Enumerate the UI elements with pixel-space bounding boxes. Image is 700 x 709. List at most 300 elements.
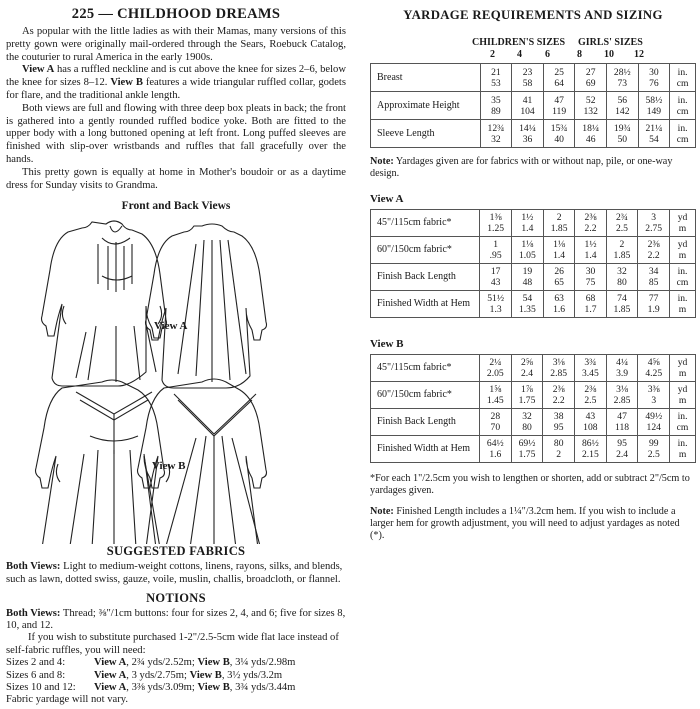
cell-bottom-value: 2.05 bbox=[486, 367, 504, 379]
lace-view-b: View B bbox=[197, 681, 230, 693]
cell-bottom-value: 2.2 bbox=[552, 394, 565, 406]
row-label: 45"/115cm fabric* bbox=[371, 354, 480, 381]
cell-top-value: 1⅞ bbox=[521, 383, 533, 395]
cell-top-value: 74 bbox=[617, 292, 627, 304]
cell-bottom-value: 46 bbox=[585, 133, 596, 145]
cell-top-value: 15¾ bbox=[550, 122, 568, 134]
yardage-title: YARDAGE REQUIREMENTS AND SIZING bbox=[403, 8, 663, 22]
table-cell bbox=[638, 209, 670, 236]
notions-text: Thread; ⅜"/1cm buttons: four for sizes 2, 4, and 6; five for sizes 8, 10, and 12. bbox=[6, 607, 346, 631]
note-text: Finished Length includes a 1¼"/3.2cm hem. If you wish to include a larger hem for growth adjustment, you will need to adjust yardages as noted (*). bbox=[370, 505, 680, 542]
cell-bottom-value: 69 bbox=[585, 77, 596, 89]
cell-bottom-value: 1.75 bbox=[518, 448, 536, 460]
cell-top-value: 1½ bbox=[584, 238, 597, 250]
lace-paragraph: If you wish to substitute purchased 1-2"/2.5-5cm wide flat lace instead of self-fabric ruffles, you will need: bbox=[6, 632, 339, 656]
lace-view-a: View A bbox=[94, 657, 127, 669]
cell-top-value: 68 bbox=[585, 292, 596, 304]
table-cell bbox=[575, 381, 607, 408]
table-cell bbox=[607, 120, 639, 148]
cell-top-value: 27 bbox=[585, 66, 596, 78]
gown-illustrations bbox=[6, 214, 346, 544]
note-text: Yardages given are for fabrics with or without nap, pile, or one-way design. bbox=[370, 156, 673, 180]
table-cell bbox=[606, 263, 638, 290]
unit-top: yd bbox=[677, 356, 688, 368]
cell-top-value: 18¼ bbox=[582, 122, 600, 134]
unit-cell bbox=[670, 435, 696, 462]
fig-label-view-a: View A bbox=[154, 320, 188, 333]
cell-top-value: 35 bbox=[491, 94, 501, 106]
table-cell bbox=[638, 408, 670, 435]
cell-top-value: 99 bbox=[648, 437, 659, 449]
lace-row bbox=[6, 682, 346, 694]
cell-top-value: 17 bbox=[490, 265, 501, 277]
cell-top-value: 32 bbox=[617, 265, 627, 277]
cell-top-value: 51½ bbox=[487, 292, 505, 304]
row-label: Approximate Height bbox=[371, 92, 481, 120]
unit-bottom: m bbox=[678, 303, 687, 315]
table-cell bbox=[512, 92, 544, 120]
table-row bbox=[371, 209, 696, 236]
cell-bottom-value: 2.5 bbox=[647, 448, 660, 460]
cell-top-value: 54 bbox=[522, 292, 533, 304]
cell-top-value: 64½ bbox=[486, 437, 504, 449]
table-cell bbox=[480, 64, 512, 92]
girls-sizes-label: GIRLS' SIZES bbox=[578, 37, 643, 48]
cell-top-value: 1⅛ bbox=[521, 238, 534, 250]
left-column bbox=[6, 4, 346, 707]
cell-top-value: 2¼ bbox=[489, 356, 502, 368]
cell-top-value: 47 bbox=[617, 410, 627, 422]
unit-cell bbox=[670, 236, 696, 263]
table-cell bbox=[638, 290, 670, 317]
cell-bottom-value: 53 bbox=[491, 77, 501, 89]
table-row bbox=[371, 408, 696, 435]
fig-label-view-b: View B bbox=[152, 460, 186, 473]
row-label: 45"/115cm fabric* bbox=[371, 209, 480, 236]
size-number: 8 bbox=[577, 49, 582, 60]
unit-cell bbox=[670, 354, 696, 381]
cell-top-value: 3¾ bbox=[584, 356, 597, 368]
lace-sizes: Sizes 2 and 4: bbox=[6, 657, 66, 669]
cell-top-value: 26 bbox=[554, 265, 564, 277]
cell-top-value: 4¼ bbox=[616, 356, 629, 368]
cell-top-value: 63 bbox=[554, 292, 564, 304]
unit-cell bbox=[670, 263, 696, 290]
cell-bottom-value: 1.4 bbox=[553, 249, 566, 261]
cell-bottom-value: 1.6 bbox=[553, 303, 566, 315]
unit-bottom: m bbox=[678, 394, 687, 406]
cell-bottom-value: 2.85 bbox=[550, 367, 568, 379]
cell-top-value: 77 bbox=[648, 292, 659, 304]
table-row bbox=[371, 263, 696, 290]
row-label: Finished Width at Hem bbox=[371, 290, 480, 317]
cell-bottom-value: 3.9 bbox=[616, 367, 629, 379]
cell-top-value: 30 bbox=[649, 66, 659, 78]
cell-bottom-value: 95 bbox=[553, 421, 564, 433]
table-cell bbox=[543, 381, 575, 408]
cell-bottom-value: 89 bbox=[491, 105, 501, 117]
cell-bottom-value: 108 bbox=[583, 421, 598, 433]
cell-bottom-value: 70 bbox=[490, 421, 501, 433]
cell-bottom-value: 1.3 bbox=[489, 303, 502, 315]
table-cell bbox=[512, 263, 544, 290]
view-b-lead: View B bbox=[110, 77, 143, 89]
table-cell bbox=[575, 435, 607, 462]
table-row bbox=[371, 354, 696, 381]
cell-bottom-value: 149 bbox=[646, 105, 662, 117]
table-row bbox=[371, 92, 696, 120]
table-cell bbox=[575, 263, 606, 290]
table-cell bbox=[511, 381, 543, 408]
table-cell bbox=[607, 64, 639, 92]
view-a-lead: View A bbox=[22, 64, 55, 76]
cell-top-value: 49½ bbox=[645, 410, 663, 422]
table-row bbox=[371, 290, 696, 317]
asterisk-note: *For each 1"/2.5cm you wish to lengthen or shorten, add or subtract 2"/5cm to yardages given. bbox=[370, 472, 690, 497]
cell-bottom-value: 2.15 bbox=[581, 448, 599, 460]
unit-top: in. bbox=[677, 122, 688, 134]
cell-top-value: 21 bbox=[491, 66, 501, 78]
table-cell bbox=[638, 64, 670, 92]
table-cell bbox=[638, 354, 670, 381]
unit-top: in. bbox=[677, 437, 688, 449]
cell-top-value: 23 bbox=[522, 66, 533, 78]
table-cell bbox=[479, 354, 511, 381]
cell-top-value: 80 bbox=[553, 437, 564, 449]
cell-bottom-value: 1.45 bbox=[486, 394, 504, 406]
cell-bottom-value: 1.4 bbox=[521, 222, 534, 234]
closing-paragraph: This pretty gown is equally at home in Mother's boudoir or as a daytime dress for Sunday visits to Grandma. bbox=[6, 166, 346, 191]
lace-view-a: View A bbox=[94, 681, 127, 693]
unit-cell bbox=[670, 408, 696, 435]
cell-top-value: 1 bbox=[493, 238, 499, 250]
unit-cell bbox=[670, 120, 696, 148]
table-cell bbox=[512, 290, 544, 317]
lace-view-b: View B bbox=[189, 669, 222, 681]
table-cell bbox=[638, 120, 670, 148]
table-cell bbox=[543, 92, 575, 120]
fabrics-paragraph bbox=[6, 561, 346, 586]
table-cell bbox=[543, 290, 575, 317]
cell-bottom-value: 119 bbox=[552, 105, 567, 117]
cell-bottom-value: 1.9 bbox=[647, 303, 660, 315]
unit-cell bbox=[670, 209, 696, 236]
table-cell bbox=[606, 435, 638, 462]
table-cell bbox=[638, 381, 670, 408]
note-lead: Note: bbox=[370, 156, 394, 167]
cell-bottom-value: .95 bbox=[489, 249, 502, 261]
cell-top-value: 2⅜ bbox=[552, 383, 565, 395]
table-cell bbox=[638, 435, 670, 462]
cell-top-value: 3⅛ bbox=[552, 356, 565, 368]
cell-bottom-value: 2.5 bbox=[615, 222, 628, 234]
suggested-fabrics-title: SUGGESTED FABRICS bbox=[106, 544, 246, 559]
lace-sizes: Sizes 6 and 8: bbox=[6, 669, 66, 681]
cell-bottom-value: 2.4 bbox=[616, 448, 629, 460]
table-cell bbox=[511, 435, 543, 462]
view-a-front-drawing bbox=[42, 221, 167, 386]
cell-bottom-value: 3.45 bbox=[581, 367, 599, 379]
table-cell bbox=[479, 435, 511, 462]
table-cell bbox=[543, 263, 575, 290]
cell-bottom-value: 1.85 bbox=[613, 303, 631, 315]
table-cell bbox=[480, 120, 512, 148]
views-paragraph bbox=[6, 64, 346, 102]
table-cell bbox=[543, 64, 575, 92]
cell-top-value: 32 bbox=[522, 410, 532, 422]
cell-bottom-value: 104 bbox=[520, 105, 535, 117]
cell-bottom-value: 2.85 bbox=[613, 394, 631, 406]
cell-bottom-value: 65 bbox=[554, 276, 564, 288]
cell-bottom-value: 40 bbox=[554, 133, 564, 145]
table-cell bbox=[480, 263, 512, 290]
cell-bottom-value: 36 bbox=[522, 133, 533, 145]
unit-top: in. bbox=[677, 66, 688, 78]
table-cell bbox=[543, 408, 575, 435]
cell-bottom-value: 75 bbox=[585, 276, 596, 288]
table-cell bbox=[575, 64, 607, 92]
table-cell bbox=[479, 381, 511, 408]
view-a-table bbox=[370, 209, 696, 318]
notions-title: NOTIONS bbox=[146, 590, 206, 605]
intro-paragraph: As popular with the little ladies as with their Mamas, many versions of this pretty gown were originally mail-ordered through the Sears, Roebuck Catalog, the couturier to rural America in the early 1900s. bbox=[6, 26, 346, 63]
table-cell bbox=[512, 64, 544, 92]
unit-cell bbox=[670, 290, 696, 317]
unit-cell bbox=[670, 64, 696, 92]
cell-top-value: 19 bbox=[522, 265, 533, 277]
cell-top-value: 2⅜ bbox=[647, 238, 660, 250]
cell-bottom-value: 73 bbox=[617, 77, 628, 89]
cell-bottom-value: 4.25 bbox=[645, 367, 663, 379]
cell-top-value: 2⅜ bbox=[584, 211, 597, 223]
table-cell bbox=[638, 236, 670, 263]
unit-cell bbox=[670, 92, 696, 120]
cell-top-value: 52 bbox=[585, 94, 596, 106]
table-row bbox=[371, 120, 696, 148]
table-cell bbox=[543, 354, 575, 381]
cell-top-value: 69½ bbox=[518, 437, 536, 449]
pattern-title: 225 — CHILDHOOD DREAMS bbox=[71, 6, 281, 22]
cell-top-value: 43 bbox=[585, 410, 596, 422]
cell-top-value: 19¾ bbox=[613, 122, 631, 134]
lace-view-b-amount: , 3½ yds/3.2m bbox=[221, 669, 283, 681]
row-label: 60"/150cm fabric* bbox=[371, 236, 480, 263]
cell-bottom-value: 58 bbox=[522, 77, 533, 89]
table-cell bbox=[575, 236, 606, 263]
cell-bottom-value: 2.2 bbox=[647, 249, 660, 261]
cell-top-value: 1⅝ bbox=[489, 383, 502, 395]
unit-top: in. bbox=[677, 410, 688, 422]
table-cell bbox=[479, 408, 511, 435]
cell-top-value: 28 bbox=[490, 410, 501, 422]
cell-bottom-value: 2.5 bbox=[584, 394, 597, 406]
front-back-views-figure bbox=[6, 192, 346, 540]
lace-view-b: View B bbox=[197, 657, 230, 669]
cell-top-value: 1⅛ bbox=[553, 238, 566, 250]
cell-top-value: 56 bbox=[617, 94, 628, 106]
cell-bottom-value: 80 bbox=[522, 421, 532, 433]
size-number: 2 bbox=[490, 49, 495, 60]
table-cell bbox=[512, 236, 544, 263]
table-cell bbox=[575, 408, 607, 435]
both-views-paragraph: Both views are full and flowing with three deep box pleats in back; the front is gathered into a gently rounded ruffled bodice yoke. Both are fitted to the upper body with a long buttoned opening at left front. Long puffed sleeves are finished with slip-over wristbands and ruffles that fall gracefully over the hands. bbox=[6, 102, 346, 165]
table-cell bbox=[575, 209, 606, 236]
table-cell bbox=[606, 354, 638, 381]
table-cell bbox=[543, 236, 575, 263]
table-row bbox=[371, 435, 696, 462]
cell-bottom-value: 1.4 bbox=[584, 249, 597, 261]
size-number: 4 bbox=[517, 49, 522, 60]
cell-top-value: 21¼ bbox=[645, 122, 663, 134]
size-number: 12 bbox=[634, 49, 644, 60]
cell-bottom-value: 124 bbox=[646, 421, 661, 433]
cell-bottom-value: 2.75 bbox=[645, 222, 663, 234]
table-cell bbox=[480, 236, 512, 263]
lace-view-a-amount: , 3 yds/2.75m; bbox=[126, 669, 190, 681]
cell-bottom-value: 76 bbox=[649, 77, 659, 89]
unit-bottom: m bbox=[678, 222, 687, 234]
cell-bottom-value: 132 bbox=[583, 105, 598, 117]
unit-bottom: cm bbox=[676, 133, 689, 145]
table-row bbox=[371, 64, 696, 92]
row-label: Finish Back Length bbox=[371, 408, 480, 435]
lace-sizes: Sizes 10 and 12: bbox=[6, 681, 76, 693]
table-cell bbox=[543, 209, 575, 236]
notions-paragraph bbox=[6, 608, 346, 633]
lace-view-a: View A bbox=[94, 669, 127, 681]
fabrics-text: Light to medium-weight cottons, linens, rayons, silks, and blends, such as lawn, dotted swiss, gauze, voile, muslin, challis, broadcloth, or flannel. bbox=[6, 561, 343, 585]
table-cell bbox=[511, 408, 543, 435]
lace-view-b-amount: , 3¼ yds/2.98m bbox=[229, 657, 296, 669]
fabrics-lead: Both Views: bbox=[6, 561, 61, 573]
cell-bottom-value: 2 bbox=[556, 448, 562, 460]
table-cell bbox=[606, 381, 638, 408]
cell-bottom-value: 64 bbox=[554, 77, 564, 89]
cell-bottom-value: 142 bbox=[615, 105, 630, 117]
cell-top-value: 4⅝ bbox=[647, 356, 660, 368]
cell-top-value: 2 bbox=[556, 211, 562, 223]
note-lead: Note: bbox=[370, 505, 394, 517]
unit-bottom: m bbox=[678, 249, 687, 261]
table-cell bbox=[575, 92, 607, 120]
cell-bottom-value: 1.7 bbox=[584, 303, 597, 315]
view-b-table bbox=[370, 354, 696, 463]
cell-bottom-value: 1.85 bbox=[550, 222, 568, 234]
right-column bbox=[370, 4, 696, 543]
cell-bottom-value: 2.2 bbox=[584, 222, 597, 234]
unit-bottom: m bbox=[678, 367, 687, 379]
unit-top: yd bbox=[677, 383, 688, 395]
size-number: 10 bbox=[604, 49, 614, 60]
note-finished-length bbox=[370, 506, 696, 543]
notions-lead: Both Views: bbox=[6, 607, 61, 619]
cell-top-value: 3⅛ bbox=[616, 383, 629, 395]
cell-top-value: 2⅜ bbox=[584, 383, 597, 395]
unit-cell bbox=[670, 381, 696, 408]
table-cell bbox=[543, 120, 575, 148]
cell-bottom-value: 50 bbox=[617, 133, 628, 145]
cell-top-value: 3⅜ bbox=[647, 383, 660, 395]
unit-bottom: cm bbox=[676, 105, 689, 117]
cell-bottom-value: 1.85 bbox=[613, 249, 631, 261]
table-cell bbox=[512, 120, 544, 148]
view-a-text: has a ruffled neckline and is cut above the knee for sizes 2–6, below the knee for sizes 8–12. bbox=[6, 64, 346, 89]
row-label: Sleeve Length bbox=[371, 120, 481, 148]
lace-view-b-amount: , 3¾ yds/3.44m bbox=[229, 681, 296, 693]
table-cell bbox=[480, 209, 512, 236]
table-cell bbox=[638, 263, 670, 290]
size-number: 6 bbox=[545, 49, 550, 60]
cell-top-value: 86½ bbox=[581, 437, 599, 449]
unit-top: in. bbox=[677, 265, 688, 277]
cell-bottom-value: 85 bbox=[648, 276, 659, 288]
cell-top-value: 58½ bbox=[645, 94, 663, 106]
unit-bottom: cm bbox=[676, 77, 689, 89]
sizing-table bbox=[370, 63, 696, 148]
unit-bottom: cm bbox=[676, 421, 689, 433]
cell-top-value: 41 bbox=[522, 94, 533, 106]
unit-top: in. bbox=[677, 94, 688, 106]
cell-top-value: 25 bbox=[554, 66, 564, 78]
table-cell bbox=[606, 290, 638, 317]
cell-top-value: 2¾ bbox=[615, 211, 628, 223]
table-cell bbox=[480, 290, 512, 317]
row-label: Breast bbox=[371, 64, 481, 92]
lace-row bbox=[6, 670, 346, 682]
cell-top-value: 1⅜ bbox=[489, 211, 502, 223]
table-cell bbox=[607, 92, 639, 120]
size-header bbox=[370, 37, 696, 63]
unit-top: in. bbox=[677, 292, 688, 304]
row-label: 60"/150cm fabric* bbox=[371, 381, 480, 408]
row-label: Finished Width at Hem bbox=[371, 435, 480, 462]
unit-bottom: cm bbox=[676, 276, 689, 288]
view-b-heading: View B bbox=[370, 337, 404, 350]
cell-bottom-value: 1.05 bbox=[518, 249, 536, 261]
table-cell bbox=[638, 92, 670, 120]
table-cell bbox=[512, 209, 544, 236]
cell-top-value: 3 bbox=[651, 211, 657, 223]
cell-bottom-value: 80 bbox=[617, 276, 627, 288]
cell-top-value: 95 bbox=[617, 437, 627, 449]
table-cell bbox=[543, 435, 575, 462]
cell-bottom-value: 1.75 bbox=[518, 394, 536, 406]
cell-bottom-value: 1.35 bbox=[518, 303, 536, 315]
cell-bottom-value: 2.4 bbox=[521, 367, 533, 379]
cell-bottom-value: 48 bbox=[522, 276, 533, 288]
view-a-heading: View A bbox=[370, 192, 404, 205]
table-cell bbox=[575, 354, 607, 381]
cell-top-value: 34 bbox=[648, 265, 659, 277]
table-row bbox=[371, 381, 696, 408]
cell-top-value: 30 bbox=[585, 265, 596, 277]
cell-top-value: 2 bbox=[619, 238, 625, 250]
cell-bottom-value: 3 bbox=[651, 394, 657, 406]
table-cell bbox=[575, 290, 606, 317]
table-cell bbox=[606, 408, 638, 435]
unit-top: yd bbox=[677, 211, 688, 223]
cell-bottom-value: 118 bbox=[615, 421, 630, 433]
table-cell bbox=[480, 92, 512, 120]
table-row bbox=[371, 236, 696, 263]
cell-top-value: 2⅝ bbox=[521, 356, 533, 368]
cell-top-value: 28½ bbox=[613, 66, 631, 78]
note-nap bbox=[370, 156, 696, 181]
table-cell bbox=[606, 209, 638, 236]
table-cell bbox=[606, 236, 638, 263]
cell-top-value: 14¼ bbox=[519, 122, 536, 134]
cell-bottom-value: 32 bbox=[491, 133, 501, 145]
